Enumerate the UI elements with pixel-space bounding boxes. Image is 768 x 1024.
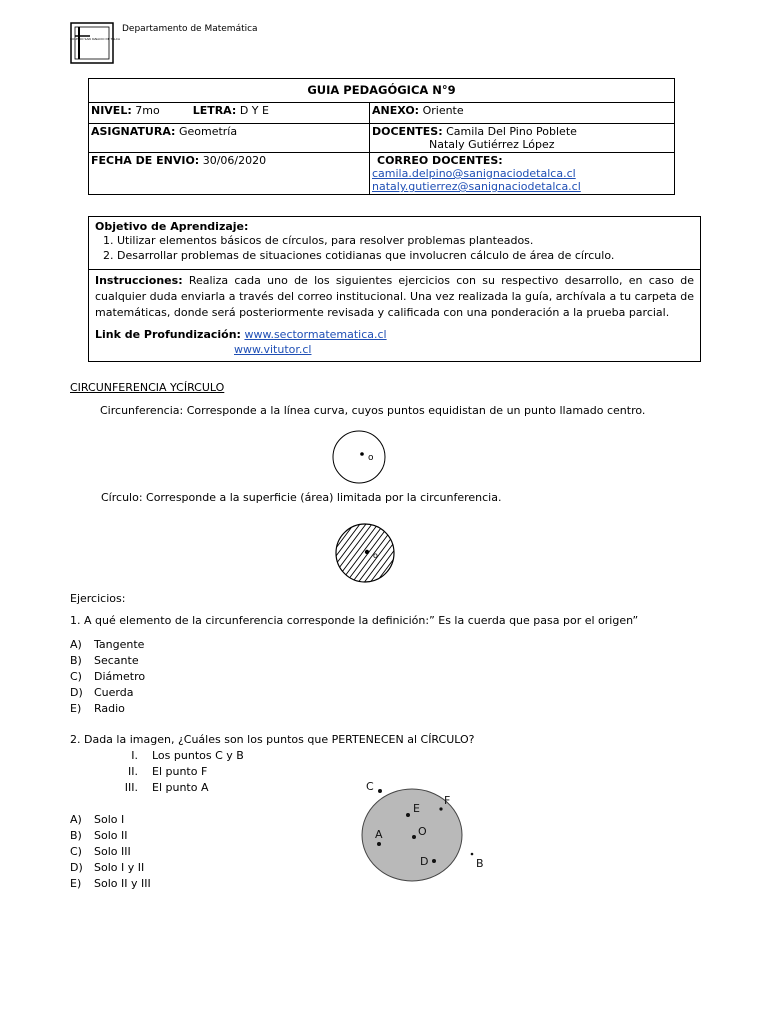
point-e-label: E — [413, 802, 420, 815]
nivel-cell — [89, 103, 370, 124]
statement-key: III. — [124, 781, 138, 794]
statement-text: El punto F — [152, 765, 208, 778]
option-key: A) — [70, 813, 82, 826]
docente-1: Camila Del Pino Poblete — [446, 125, 577, 138]
option-key: D) — [70, 861, 83, 874]
statement-text: El punto A — [152, 781, 209, 794]
exercises-label: Ejercicios: — [70, 592, 126, 605]
q2-statement-3 — [104, 781, 209, 794]
point-f — [439, 807, 442, 810]
option-text: Cuerda — [94, 686, 134, 699]
link-sectormatematica[interactable]: www.sectormatematica.cl — [244, 328, 387, 341]
circle-figure — [333, 522, 397, 584]
option-text: Radio — [94, 702, 125, 715]
question-1: 1. A qué elemento de la circunferencia corresponde la definición:” Es la cuerda que pasa por el origen” — [70, 614, 639, 627]
school-logo — [69, 22, 121, 64]
nivel-label: NIVEL: — [91, 104, 132, 117]
circunferencia-definition: Circunferencia: Corresponde a la línea curva, cuyos puntos equidistan de un punto llamado centro. — [100, 404, 646, 417]
option-text: Solo I — [94, 813, 125, 826]
instructions-section — [89, 270, 700, 361]
objective-item: 1. Utilizar elementos básicos de círculos, para resolver problemas planteados. — [117, 233, 694, 248]
docentes-cell — [370, 124, 675, 153]
nivel-value: 7mo — [135, 104, 160, 117]
anexo-value: Oriente — [422, 104, 464, 117]
letra-label: LETRA: — [192, 104, 237, 117]
links-row — [95, 327, 694, 357]
option-text: Secante — [94, 654, 139, 667]
docentes-label: DOCENTES: — [372, 125, 443, 138]
logo-lettering: COLEGIO SAN IGNACIO DE TALCA — [69, 37, 121, 41]
objectives-title: Objetivo de Aprendizaje: — [95, 220, 249, 233]
option-text: Solo II — [94, 829, 128, 842]
info-table — [88, 78, 675, 195]
circumference-figure — [330, 428, 390, 486]
option-text: Solo I y II — [94, 861, 145, 874]
section-title: CIRCUNFERENCIA YCÍRCULO — [70, 381, 225, 394]
statement-text: Los puntos C y B — [152, 749, 244, 762]
q2-option-e[interactable] — [70, 877, 151, 890]
option-key: A) — [70, 638, 82, 651]
q2-option-a[interactable] — [70, 813, 124, 826]
letra-value: D Y E — [239, 104, 269, 117]
question-2: 2. Dada la imagen, ¿Cuáles son los puntos que PERTENECEN al CÍRCULO? — [70, 733, 475, 746]
q1-option-e[interactable] — [70, 702, 125, 715]
q1-option-c[interactable] — [70, 670, 145, 683]
point-b-label: B — [476, 857, 484, 870]
circumference-outline — [333, 431, 385, 483]
objectives-section — [89, 217, 700, 270]
link-vitutor[interactable]: www.vitutor.cl — [234, 343, 312, 356]
option-key: D) — [70, 686, 83, 699]
points-circle-figure — [360, 775, 490, 895]
point-c — [378, 789, 382, 793]
q2-option-c[interactable] — [70, 845, 131, 858]
fecha-cell — [89, 153, 370, 195]
q1-option-a[interactable] — [70, 638, 144, 651]
instructions-body: Realiza cada uno de los siguientes ejercicios con su respectivo desarrollo, en caso de cualquier duda enviarla a través del correo institucional. Una vez realizada la guía, archívala a tu carpeta de matemáticas, donde será posteriormente revisada y calificada con una ponderación a la prueba parcial. — [95, 274, 694, 319]
instructions-text — [95, 273, 694, 321]
point-c-label: C — [366, 780, 374, 793]
point-o — [412, 835, 416, 839]
q2-option-b[interactable] — [70, 829, 127, 842]
q1-option-b[interactable] — [70, 654, 139, 667]
q1-option-d[interactable] — [70, 686, 133, 699]
asignatura-label: ASIGNATURA: — [91, 125, 176, 138]
option-key: C) — [70, 670, 82, 683]
option-text: Tangente — [94, 638, 145, 651]
point-o-label: O — [418, 825, 427, 838]
point-a — [377, 842, 381, 846]
objective-item: 2. Desarrollar problemas de situaciones cotidianas que involucren cálculo de área de círculo. — [117, 248, 694, 263]
option-key: B) — [70, 829, 82, 842]
correo-label: CORREO DOCENTES: — [377, 154, 503, 167]
q2-option-d[interactable] — [70, 861, 144, 874]
links-label: Link de Profundización: — [95, 328, 241, 341]
statement-key: II. — [128, 765, 138, 778]
department-name: Departamento de Matemática — [122, 24, 258, 34]
fecha-value: 30/06/2020 — [202, 154, 267, 167]
option-key: E) — [70, 877, 82, 890]
center-label: o — [368, 453, 374, 463]
center-point — [360, 452, 364, 456]
instructions-label: Instrucciones: — [95, 274, 183, 287]
fecha-label: FECHA DE ENVIO: — [91, 154, 200, 167]
docente-2: Nataly Gutiérrez López — [429, 138, 555, 151]
circle-center-label: o — [373, 551, 378, 560]
guide-title: GUIA PEDAGÓGICA N°9 — [89, 79, 675, 103]
q2-statement-2 — [104, 765, 207, 778]
statement-key: I. — [131, 749, 138, 762]
correo-cell — [370, 153, 675, 195]
anexo-label: ANEXO: — [372, 104, 420, 117]
point-d-label: D — [420, 855, 429, 868]
email-link-2[interactable]: nataly.gutierrez@sanignaciodetalca.cl — [372, 180, 581, 193]
option-text: Solo II y III — [94, 877, 151, 890]
objectives-box — [88, 216, 701, 362]
q2-statement-1 — [104, 749, 244, 762]
point-e — [406, 813, 410, 817]
point-b — [471, 853, 474, 856]
email-link-1[interactable]: camila.delpino@sanignaciodetalca.cl — [372, 167, 576, 180]
option-key: C) — [70, 845, 82, 858]
asignatura-value: Geometría — [178, 125, 238, 138]
option-key: E) — [70, 702, 82, 715]
circle-center-point — [365, 550, 369, 554]
option-text: Solo III — [94, 845, 131, 858]
asignatura-cell — [89, 124, 370, 153]
point-d — [432, 859, 436, 863]
point-a-label: A — [375, 828, 383, 841]
circulo-definition: Círculo: Corresponde a la superficie (área) limitada por la circunferencia. — [101, 491, 502, 504]
option-text: Diámetro — [94, 670, 146, 683]
anexo-cell — [370, 103, 675, 124]
point-f-label: F — [444, 794, 451, 807]
option-key: B) — [70, 654, 82, 667]
objectives-list — [95, 233, 694, 263]
